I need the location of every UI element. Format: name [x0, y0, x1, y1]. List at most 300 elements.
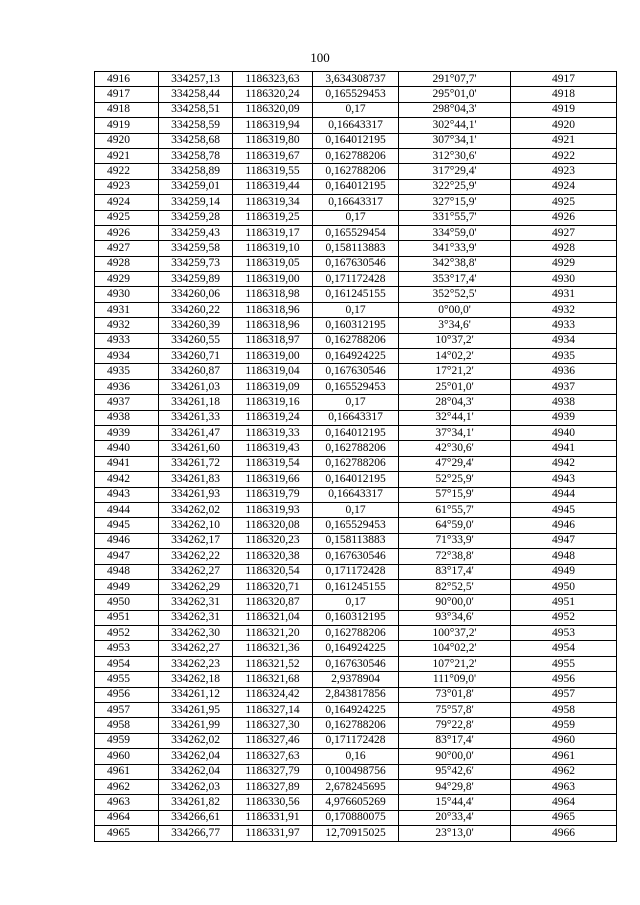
direction-angle-cell: 23°13,0': [399, 826, 511, 841]
point-number-cell: 4962: [95, 779, 159, 794]
next-point-cell: 4942: [511, 456, 617, 471]
point-number-cell: 4942: [95, 472, 159, 487]
table-row: [95, 456, 617, 471]
y-coordinate-cell: 1186319,24: [233, 410, 313, 425]
x-coordinate-cell: 334259,43: [159, 225, 233, 240]
direction-angle-cell: 83°17,4': [399, 564, 511, 579]
table-row: [95, 364, 617, 379]
x-coordinate-cell: 334261,99: [159, 718, 233, 733]
point-number-cell: 4959: [95, 733, 159, 748]
length-cell: 0,17: [313, 395, 399, 410]
y-coordinate-cell: 1186327,79: [233, 764, 313, 779]
x-coordinate-cell: 334259,14: [159, 195, 233, 210]
y-coordinate-cell: 1186319,16: [233, 395, 313, 410]
y-coordinate-cell: 1186320,54: [233, 564, 313, 579]
x-coordinate-cell: 334262,17: [159, 533, 233, 548]
next-point-cell: 4930: [511, 272, 617, 287]
next-point-cell: 4927: [511, 225, 617, 240]
table-row: [95, 410, 617, 425]
x-coordinate-cell: 334262,02: [159, 733, 233, 748]
table-row: [95, 533, 617, 548]
next-point-cell: 4917: [511, 72, 617, 87]
point-number-cell: 4934: [95, 349, 159, 364]
next-point-cell: 4923: [511, 164, 617, 179]
table-row: [95, 379, 617, 394]
x-coordinate-cell: 334262,31: [159, 595, 233, 610]
table-row: [95, 133, 617, 148]
point-number-cell: 4920: [95, 133, 159, 148]
table-row: [95, 148, 617, 163]
next-point-cell: 4965: [511, 810, 617, 825]
direction-angle-cell: 93°34,6': [399, 610, 511, 625]
direction-angle-cell: 307°34,1': [399, 133, 511, 148]
point-number-cell: 4919: [95, 118, 159, 133]
direction-angle-cell: 75°57,8': [399, 703, 511, 718]
length-cell: 0,100498756: [313, 764, 399, 779]
x-coordinate-cell: 334261,95: [159, 703, 233, 718]
length-cell: 0,16643317: [313, 487, 399, 502]
point-number-cell: 4945: [95, 518, 159, 533]
table-row: [95, 349, 617, 364]
y-coordinate-cell: 1186319,33: [233, 425, 313, 440]
table-row: [95, 118, 617, 133]
next-point-cell: 4959: [511, 718, 617, 733]
length-cell: 0,171172428: [313, 733, 399, 748]
direction-angle-cell: 17°21,2': [399, 364, 511, 379]
point-number-cell: 4965: [95, 826, 159, 841]
table-row: [95, 256, 617, 271]
x-coordinate-cell: 334262,18: [159, 672, 233, 687]
y-coordinate-cell: 1186330,56: [233, 795, 313, 810]
direction-angle-cell: 20°33,4': [399, 810, 511, 825]
x-coordinate-cell: 334261,33: [159, 410, 233, 425]
length-cell: 0,161245155: [313, 579, 399, 594]
length-cell: 2,843817856: [313, 687, 399, 702]
length-cell: 0,164012195: [313, 133, 399, 148]
next-point-cell: 4934: [511, 333, 617, 348]
x-coordinate-cell: 334261,03: [159, 379, 233, 394]
length-cell: 2,9378904: [313, 672, 399, 687]
length-cell: 0,16643317: [313, 118, 399, 133]
direction-angle-cell: 37°34,1': [399, 425, 511, 440]
point-number-cell: 4955: [95, 672, 159, 687]
table-row: [95, 826, 617, 841]
point-number-cell: 4941: [95, 456, 159, 471]
point-number-cell: 4957: [95, 703, 159, 718]
next-point-cell: 4958: [511, 703, 617, 718]
direction-angle-cell: 291°07,7': [399, 72, 511, 87]
direction-angle-cell: 111°09,0': [399, 672, 511, 687]
point-number-cell: 4925: [95, 210, 159, 225]
length-cell: 0,167630546: [313, 364, 399, 379]
point-number-cell: 4950: [95, 595, 159, 610]
point-number-cell: 4940: [95, 441, 159, 456]
y-coordinate-cell: 1186331,97: [233, 826, 313, 841]
point-number-cell: 4930: [95, 287, 159, 302]
direction-angle-cell: 71°33,9': [399, 533, 511, 548]
x-coordinate-cell: 334260,87: [159, 364, 233, 379]
y-coordinate-cell: 1186321,04: [233, 610, 313, 625]
length-cell: 0,164012195: [313, 179, 399, 194]
point-number-cell: 4929: [95, 272, 159, 287]
length-cell: 0,165529453: [313, 87, 399, 102]
x-coordinate-cell: 334262,29: [159, 579, 233, 594]
length-cell: 0,171172428: [313, 272, 399, 287]
direction-angle-cell: 352°52,5': [399, 287, 511, 302]
x-coordinate-cell: 334262,30: [159, 626, 233, 641]
point-number-cell: 4956: [95, 687, 159, 702]
next-point-cell: 4937: [511, 379, 617, 394]
table-row: [95, 333, 617, 348]
y-coordinate-cell: 1186320,38: [233, 549, 313, 564]
direction-angle-cell: 25°01,0': [399, 379, 511, 394]
next-point-cell: 4940: [511, 425, 617, 440]
length-cell: 0,162788206: [313, 626, 399, 641]
table-row: [95, 764, 617, 779]
direction-angle-cell: 312°30,6': [399, 148, 511, 163]
next-point-cell: 4922: [511, 148, 617, 163]
y-coordinate-cell: 1186319,66: [233, 472, 313, 487]
point-number-cell: 4954: [95, 656, 159, 671]
next-point-cell: 4935: [511, 349, 617, 364]
table-row: [95, 472, 617, 487]
next-point-cell: 4950: [511, 579, 617, 594]
table-row: [95, 179, 617, 194]
length-cell: 0,17: [313, 302, 399, 317]
x-coordinate-cell: 334258,59: [159, 118, 233, 133]
x-coordinate-cell: 334258,51: [159, 102, 233, 117]
length-cell: 0,158113883: [313, 533, 399, 548]
direction-angle-cell: 298°04,3': [399, 102, 511, 117]
point-number-cell: 4947: [95, 549, 159, 564]
table-row: [95, 626, 617, 641]
next-point-cell: 4945: [511, 502, 617, 517]
next-point-cell: 4943: [511, 472, 617, 487]
direction-angle-cell: 327°15,9': [399, 195, 511, 210]
next-point-cell: 4964: [511, 795, 617, 810]
next-point-cell: 4947: [511, 533, 617, 548]
table-row: [95, 564, 617, 579]
length-cell: 0,161245155: [313, 287, 399, 302]
table-row: [95, 102, 617, 117]
direction-angle-cell: 322°25,9': [399, 179, 511, 194]
point-number-cell: 4918: [95, 102, 159, 117]
y-coordinate-cell: 1186327,14: [233, 703, 313, 718]
direction-angle-cell: 302°44,1': [399, 118, 511, 133]
y-coordinate-cell: 1186319,67: [233, 148, 313, 163]
x-coordinate-cell: 334261,82: [159, 795, 233, 810]
y-coordinate-cell: 1186320,87: [233, 595, 313, 610]
x-coordinate-cell: 334260,22: [159, 302, 233, 317]
next-point-cell: 4951: [511, 595, 617, 610]
point-number-cell: 4949: [95, 579, 159, 594]
point-number-cell: 4923: [95, 179, 159, 194]
next-point-cell: 4939: [511, 410, 617, 425]
length-cell: 0,17: [313, 502, 399, 517]
length-cell: 0,17: [313, 210, 399, 225]
x-coordinate-cell: 334261,60: [159, 441, 233, 456]
next-point-cell: 4955: [511, 656, 617, 671]
y-coordinate-cell: 1186319,93: [233, 502, 313, 517]
next-point-cell: 4949: [511, 564, 617, 579]
point-number-cell: 4953: [95, 641, 159, 656]
length-cell: 0,171172428: [313, 564, 399, 579]
length-cell: 0,162788206: [313, 441, 399, 456]
point-number-cell: 4932: [95, 318, 159, 333]
length-cell: 0,160312195: [313, 318, 399, 333]
next-point-cell: 4953: [511, 626, 617, 641]
next-point-cell: 4944: [511, 487, 617, 502]
y-coordinate-cell: 1186319,54: [233, 456, 313, 471]
point-number-cell: 4924: [95, 195, 159, 210]
x-coordinate-cell: 334258,89: [159, 164, 233, 179]
direction-angle-cell: 73°01,8': [399, 687, 511, 702]
table-row: [95, 425, 617, 440]
direction-angle-cell: 107°21,2': [399, 656, 511, 671]
y-coordinate-cell: 1186319,55: [233, 164, 313, 179]
point-number-cell: 4964: [95, 810, 159, 825]
y-coordinate-cell: 1186319,10: [233, 241, 313, 256]
direction-angle-cell: 353°17,4': [399, 272, 511, 287]
y-coordinate-cell: 1186319,25: [233, 210, 313, 225]
x-coordinate-cell: 334261,72: [159, 456, 233, 471]
next-point-cell: 4960: [511, 733, 617, 748]
table-row: [95, 241, 617, 256]
y-coordinate-cell: 1186327,89: [233, 779, 313, 794]
y-coordinate-cell: 1186319,44: [233, 179, 313, 194]
point-number-cell: 4943: [95, 487, 159, 502]
length-cell: 0,162788206: [313, 333, 399, 348]
direction-angle-cell: 83°17,4': [399, 733, 511, 748]
point-number-cell: 4961: [95, 764, 159, 779]
table-row: [95, 687, 617, 702]
direction-angle-cell: 42°30,6': [399, 441, 511, 456]
point-number-cell: 4922: [95, 164, 159, 179]
x-coordinate-cell: 334262,10: [159, 518, 233, 533]
point-number-cell: 4937: [95, 395, 159, 410]
point-number-cell: 4938: [95, 410, 159, 425]
length-cell: 0,165529454: [313, 225, 399, 240]
y-coordinate-cell: 1186321,20: [233, 626, 313, 641]
table-row: [95, 518, 617, 533]
table-row: [95, 595, 617, 610]
length-cell: 12,70915025: [313, 826, 399, 841]
length-cell: 0,167630546: [313, 256, 399, 271]
y-coordinate-cell: 1186319,09: [233, 379, 313, 394]
direction-angle-cell: 79°22,8': [399, 718, 511, 733]
direction-angle-cell: 94°29,8': [399, 779, 511, 794]
direction-angle-cell: 32°44,1': [399, 410, 511, 425]
direction-angle-cell: 104°02,2': [399, 641, 511, 656]
direction-angle-cell: 341°33,9': [399, 241, 511, 256]
x-coordinate-cell: 334259,28: [159, 210, 233, 225]
x-coordinate-cell: 334262,02: [159, 502, 233, 517]
length-cell: 0,158113883: [313, 241, 399, 256]
table-row: [95, 210, 617, 225]
point-number-cell: 4951: [95, 610, 159, 625]
x-coordinate-cell: 334266,61: [159, 810, 233, 825]
point-number-cell: 4952: [95, 626, 159, 641]
next-point-cell: 4919: [511, 102, 617, 117]
y-coordinate-cell: 1186318,98: [233, 287, 313, 302]
y-coordinate-cell: 1186319,80: [233, 133, 313, 148]
table-row: [95, 87, 617, 102]
x-coordinate-cell: 334262,27: [159, 641, 233, 656]
y-coordinate-cell: 1186327,63: [233, 749, 313, 764]
next-point-cell: 4963: [511, 779, 617, 794]
y-coordinate-cell: 1186331,91: [233, 810, 313, 825]
point-number-cell: 4939: [95, 425, 159, 440]
y-coordinate-cell: 1186320,23: [233, 533, 313, 548]
x-coordinate-cell: 334261,18: [159, 395, 233, 410]
next-point-cell: 4928: [511, 241, 617, 256]
y-coordinate-cell: 1186321,36: [233, 641, 313, 656]
table-row: [95, 610, 617, 625]
y-coordinate-cell: 1186321,52: [233, 656, 313, 671]
y-coordinate-cell: 1186319,43: [233, 441, 313, 456]
direction-angle-cell: 14°02,2': [399, 349, 511, 364]
x-coordinate-cell: 334259,89: [159, 272, 233, 287]
table-row: [95, 703, 617, 718]
next-point-cell: 4929: [511, 256, 617, 271]
table-row: [95, 549, 617, 564]
table-row: [95, 810, 617, 825]
direction-angle-cell: 28°04,3': [399, 395, 511, 410]
x-coordinate-cell: 334262,31: [159, 610, 233, 625]
x-coordinate-cell: 334261,12: [159, 687, 233, 702]
table-row: [95, 795, 617, 810]
point-number-cell: 4917: [95, 87, 159, 102]
table-row: [95, 302, 617, 317]
direction-angle-cell: 15°44,4': [399, 795, 511, 810]
length-cell: 0,17: [313, 595, 399, 610]
y-coordinate-cell: 1186327,30: [233, 718, 313, 733]
x-coordinate-cell: 334262,03: [159, 779, 233, 794]
table-row: [95, 672, 617, 687]
table-body: [95, 72, 617, 842]
x-coordinate-cell: 334262,04: [159, 764, 233, 779]
point-number-cell: 4948: [95, 564, 159, 579]
x-coordinate-cell: 334259,58: [159, 241, 233, 256]
table-row: [95, 272, 617, 287]
x-coordinate-cell: 334260,55: [159, 333, 233, 348]
direction-angle-cell: 57°15,9': [399, 487, 511, 502]
point-number-cell: 4960: [95, 749, 159, 764]
y-coordinate-cell: 1186320,08: [233, 518, 313, 533]
direction-angle-cell: 64°59,0': [399, 518, 511, 533]
length-cell: 0,164924225: [313, 703, 399, 718]
next-point-cell: 4933: [511, 318, 617, 333]
x-coordinate-cell: 334260,71: [159, 349, 233, 364]
y-coordinate-cell: 1186321,68: [233, 672, 313, 687]
point-number-cell: 4933: [95, 333, 159, 348]
next-point-cell: 4932: [511, 302, 617, 317]
next-point-cell: 4952: [511, 610, 617, 625]
next-point-cell: 4961: [511, 749, 617, 764]
y-coordinate-cell: 1186319,04: [233, 364, 313, 379]
direction-angle-cell: 61°55,7': [399, 502, 511, 517]
table-row: [95, 579, 617, 594]
length-cell: 4,976605269: [313, 795, 399, 810]
length-cell: 0,164924225: [313, 641, 399, 656]
point-number-cell: 4921: [95, 148, 159, 163]
next-point-cell: 4941: [511, 441, 617, 456]
length-cell: 0,162788206: [313, 718, 399, 733]
table-row: [95, 395, 617, 410]
point-number-cell: 4963: [95, 795, 159, 810]
y-coordinate-cell: 1186319,94: [233, 118, 313, 133]
length-cell: 0,167630546: [313, 549, 399, 564]
table-row: [95, 502, 617, 517]
point-number-cell: 4927: [95, 241, 159, 256]
direction-angle-cell: 95°42,6': [399, 764, 511, 779]
table-row: [95, 718, 617, 733]
x-coordinate-cell: 334257,13: [159, 72, 233, 87]
y-coordinate-cell: 1186319,79: [233, 487, 313, 502]
y-coordinate-cell: 1186319,00: [233, 349, 313, 364]
x-coordinate-cell: 334261,47: [159, 425, 233, 440]
next-point-cell: 4956: [511, 672, 617, 687]
x-coordinate-cell: 334262,23: [159, 656, 233, 671]
y-coordinate-cell: 1186318,97: [233, 333, 313, 348]
table-row: [95, 318, 617, 333]
table-row: [95, 779, 617, 794]
y-coordinate-cell: 1186319,00: [233, 272, 313, 287]
length-cell: 0,162788206: [313, 164, 399, 179]
length-cell: 0,16: [313, 749, 399, 764]
x-coordinate-cell: 334262,04: [159, 749, 233, 764]
next-point-cell: 4918: [511, 87, 617, 102]
direction-angle-cell: 47°29,4': [399, 456, 511, 471]
next-point-cell: 4954: [511, 641, 617, 656]
length-cell: 0,162788206: [313, 148, 399, 163]
next-point-cell: 4924: [511, 179, 617, 194]
length-cell: 0,170880075: [313, 810, 399, 825]
table-row: [95, 749, 617, 764]
table-row: [95, 487, 617, 502]
point-number-cell: 4928: [95, 256, 159, 271]
length-cell: 0,164924225: [313, 349, 399, 364]
x-coordinate-cell: 334260,39: [159, 318, 233, 333]
y-coordinate-cell: 1186318,96: [233, 318, 313, 333]
length-cell: 0,165529453: [313, 379, 399, 394]
next-point-cell: 4962: [511, 764, 617, 779]
length-cell: 0,165529453: [313, 518, 399, 533]
y-coordinate-cell: 1186320,24: [233, 87, 313, 102]
table-row: [95, 72, 617, 87]
y-coordinate-cell: 1186318,96: [233, 302, 313, 317]
point-number-cell: 4936: [95, 379, 159, 394]
direction-angle-cell: 331°55,7': [399, 210, 511, 225]
point-number-cell: 4944: [95, 502, 159, 517]
next-point-cell: 4931: [511, 287, 617, 302]
x-coordinate-cell: 334261,83: [159, 472, 233, 487]
y-coordinate-cell: 1186319,05: [233, 256, 313, 271]
x-coordinate-cell: 334262,22: [159, 549, 233, 564]
x-coordinate-cell: 334262,27: [159, 564, 233, 579]
length-cell: 0,16643317: [313, 410, 399, 425]
y-coordinate-cell: 1186323,63: [233, 72, 313, 87]
table-row: [95, 225, 617, 240]
point-number-cell: 4926: [95, 225, 159, 240]
next-point-cell: 4946: [511, 518, 617, 533]
direction-angle-cell: 82°52,5': [399, 579, 511, 594]
direction-angle-cell: 52°25,9': [399, 472, 511, 487]
x-coordinate-cell: 334259,01: [159, 179, 233, 194]
table-row: [95, 195, 617, 210]
direction-angle-cell: 72°38,8': [399, 549, 511, 564]
direction-angle-cell: 334°59,0': [399, 225, 511, 240]
